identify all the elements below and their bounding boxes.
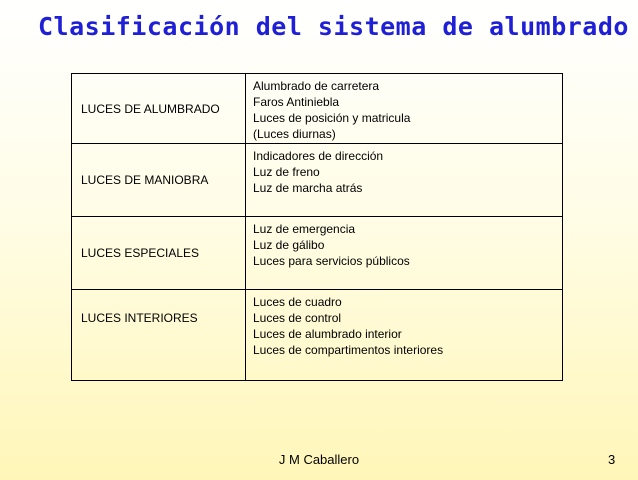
category-label: LUCES DE ALUMBRADO bbox=[72, 74, 246, 143]
table-row bbox=[72, 290, 562, 380]
items-list bbox=[253, 294, 558, 358]
list-item: Luz de freno bbox=[253, 165, 320, 179]
list-item: Luces de cuadro bbox=[253, 295, 342, 309]
table-row bbox=[72, 144, 562, 217]
items-list bbox=[253, 78, 558, 142]
list-item: Luces de alumbrado interior bbox=[253, 327, 402, 341]
table-row bbox=[72, 74, 562, 144]
table-row bbox=[72, 217, 562, 290]
list-item: Luces de posición y matricula bbox=[253, 111, 411, 125]
slide-title: Clasificación del sistema de alumbrado bbox=[38, 12, 629, 41]
classification-table bbox=[71, 73, 563, 381]
list-item: Luces de control bbox=[253, 311, 342, 325]
page-number: 3 bbox=[608, 452, 616, 467]
list-item: Luces para servicios públicos bbox=[253, 254, 410, 268]
footer-author: J M Caballero bbox=[278, 452, 360, 467]
category-label: LUCES INTERIORES bbox=[72, 290, 246, 380]
list-item: Luz de marcha atrás bbox=[253, 181, 363, 195]
items-list bbox=[253, 148, 558, 196]
list-item: (Luces diurnas) bbox=[253, 127, 336, 141]
list-item: Faros Antiniebla bbox=[253, 95, 340, 109]
category-label: LUCES ESPECIALES bbox=[72, 217, 246, 289]
list-item: Luz de emergencia bbox=[253, 222, 356, 236]
items-list bbox=[253, 221, 558, 269]
list-item: Luces de compartimentos interiores bbox=[253, 343, 444, 357]
list-item: Alumbrado de carretera bbox=[253, 79, 380, 93]
category-label: LUCES DE MANIOBRA bbox=[72, 144, 246, 216]
list-item: Luz de gálibo bbox=[253, 238, 325, 252]
list-item: Indicadores de dirección bbox=[253, 149, 384, 163]
